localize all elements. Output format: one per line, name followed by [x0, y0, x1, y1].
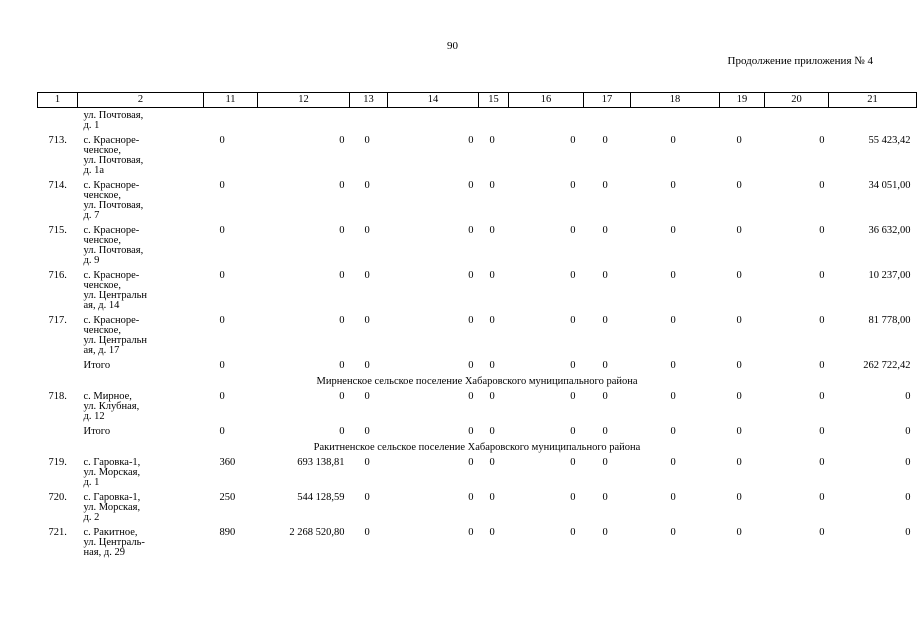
value-cell-col-19: 0 — [736, 492, 742, 503]
value-cell-col-16: 0 — [570, 426, 576, 437]
row-number: 720. — [48, 492, 67, 503]
value-cell-col-18: 0 — [670, 457, 676, 468]
page-number: 90 — [447, 40, 458, 52]
row-number: 716. — [48, 270, 67, 281]
address-cell — [78, 313, 204, 358]
value-cell-col-17 — [584, 108, 631, 134]
value-cell-col-19: 0 — [736, 391, 742, 402]
value-cell-col-17: 0 — [602, 492, 608, 503]
value-cell-col-18 — [631, 108, 720, 134]
value-cell-col-14: 0 — [468, 360, 474, 371]
address-line: ная, д. 29 — [83, 547, 125, 558]
value-cell-col-13: 0 — [364, 527, 370, 538]
value-cell-col-20 — [765, 108, 829, 134]
table-row — [38, 313, 917, 358]
value-cell-col-17: 0 — [602, 225, 608, 236]
value-cell-col-17: 0 — [602, 527, 608, 538]
column-header: 19 — [720, 93, 765, 108]
column-header: 16 — [509, 93, 584, 108]
value-cell-col-15: 0 — [489, 492, 495, 503]
row-number — [38, 424, 78, 439]
address-cell — [78, 490, 204, 525]
address-line: с. Красноре- — [83, 225, 140, 236]
value-cell-col-16: 0 — [570, 492, 576, 503]
value-cell-col-13: 0 — [364, 360, 370, 371]
address-line: ул. Почтовая, — [83, 155, 144, 166]
value-cell-col-17: 0 — [602, 135, 608, 146]
table-row — [38, 268, 917, 313]
value-cell-col-13: 0 — [364, 135, 370, 146]
address-line: д. 2 — [83, 512, 100, 523]
address-line: ул. Централь- — [83, 537, 145, 548]
value-cell-col-20: 0 — [819, 315, 825, 326]
value-cell-col-21: 0 — [905, 426, 911, 437]
value-cell-col-16: 0 — [570, 225, 576, 236]
table-row — [38, 490, 917, 525]
column-header-row — [38, 93, 917, 108]
address-line: с. Красноре- — [83, 315, 140, 326]
row-number: 714. — [48, 180, 67, 191]
value-cell-col-15: 0 — [489, 457, 495, 468]
value-cell-col-16: 0 — [570, 180, 576, 191]
address-cell — [78, 455, 204, 490]
value-cell-col-14: 0 — [468, 457, 474, 468]
value-cell-col-18: 0 — [670, 270, 676, 281]
value-cell-col-14: 0 — [468, 270, 474, 281]
value-cell-col-21 — [829, 108, 917, 134]
address-line: с. Красноре- — [83, 135, 140, 146]
value-cell-col-15: 0 — [489, 225, 495, 236]
value-cell-col-18: 0 — [670, 527, 676, 538]
column-header: 14 — [388, 93, 479, 108]
value-cell-col-13: 0 — [364, 457, 370, 468]
value-cell-col-18: 0 — [670, 360, 676, 371]
value-cell-col-17: 0 — [602, 315, 608, 326]
address-line: Итого — [83, 360, 111, 371]
address-line: д. 1 — [83, 120, 100, 131]
value-cell-col-19: 0 — [736, 426, 742, 437]
address-line: ул. Почтовая, — [83, 245, 144, 256]
value-cell-col-21: 0 — [905, 527, 911, 538]
value-cell-col-18: 0 — [670, 180, 676, 191]
value-cell-col-11: 250 — [219, 492, 236, 503]
address-cell — [78, 108, 204, 134]
address-line: ая, д. 14 — [83, 300, 120, 311]
value-cell-col-19: 0 — [736, 135, 742, 146]
column-header: 21 — [829, 93, 917, 108]
address-line: с. Ракитное, — [83, 527, 138, 538]
address-cell — [78, 268, 204, 313]
value-cell-col-18: 0 — [670, 135, 676, 146]
row-number — [38, 358, 78, 373]
value-cell-col-16 — [509, 108, 584, 134]
value-cell-col-16: 0 — [570, 270, 576, 281]
value-cell-col-14: 0 — [468, 492, 474, 503]
address-line: ул. Центральн — [83, 290, 148, 301]
value-cell-col-19: 0 — [736, 225, 742, 236]
value-cell-col-20: 0 — [819, 457, 825, 468]
value-cell-col-16: 0 — [570, 527, 576, 538]
value-cell-col-21: 0 — [905, 457, 911, 468]
row-number — [38, 108, 78, 134]
row-number: 713. — [48, 135, 67, 146]
value-cell-col-20: 0 — [819, 135, 825, 146]
row-number: 715. — [48, 225, 67, 236]
value-cell-col-17: 0 — [602, 360, 608, 371]
value-cell-col-13: 0 — [364, 315, 370, 326]
address-line: с. Гаровка-1, — [83, 492, 141, 503]
address-cell — [78, 389, 204, 424]
table-row — [38, 358, 917, 373]
value-cell-col-15: 0 — [489, 315, 495, 326]
value-cell-col-20: 0 — [819, 426, 825, 437]
value-cell-col-18: 0 — [670, 492, 676, 503]
value-cell-col-21: 81 778,00 — [868, 315, 911, 326]
value-cell-col-16: 0 — [570, 360, 576, 371]
value-cell-col-13 — [350, 108, 388, 134]
address-cell — [78, 424, 204, 439]
value-cell-col-11: 0 — [219, 391, 225, 402]
value-cell-col-21: 0 — [905, 492, 911, 503]
value-cell-col-14: 0 — [468, 180, 474, 191]
value-cell-col-14: 0 — [468, 135, 474, 146]
value-cell-col-21: 10 237,00 — [868, 270, 911, 281]
address-line: д. 7 — [83, 210, 100, 221]
value-cell-col-11: 360 — [219, 457, 236, 468]
column-header: 20 — [765, 93, 829, 108]
table-row — [38, 389, 917, 424]
value-cell-col-15: 0 — [489, 135, 495, 146]
value-cell-col-12: 0 — [339, 391, 345, 402]
table-row — [38, 455, 917, 490]
section-heading-row — [38, 373, 917, 389]
address-line: ченское, — [83, 325, 121, 336]
row-number: 719. — [48, 457, 67, 468]
value-cell-col-21: 262 722,42 — [863, 360, 911, 371]
address-cell — [78, 223, 204, 268]
value-cell-col-14: 0 — [468, 527, 474, 538]
address-cell — [78, 525, 204, 560]
value-cell-col-20: 0 — [819, 225, 825, 236]
address-line: с. Мирное, — [83, 391, 132, 402]
value-cell-col-12: 0 — [339, 315, 345, 326]
address-line: ул. Морская, — [83, 502, 141, 513]
value-cell-col-19 — [720, 108, 765, 134]
address-line: ул. Почтовая, — [83, 110, 144, 121]
value-cell-col-11: 0 — [219, 360, 225, 371]
value-cell-col-14: 0 — [468, 426, 474, 437]
value-cell-col-19: 0 — [736, 315, 742, 326]
value-cell-col-17: 0 — [602, 457, 608, 468]
value-cell-col-13: 0 — [364, 391, 370, 402]
column-header: 2 — [78, 93, 204, 108]
value-cell-col-15: 0 — [489, 391, 495, 402]
value-cell-col-19: 0 — [736, 180, 742, 191]
row-number: 717. — [48, 315, 67, 326]
value-cell-col-15: 0 — [489, 360, 495, 371]
value-cell-col-12: 0 — [339, 180, 345, 191]
value-cell-col-13: 0 — [364, 225, 370, 236]
value-cell-col-17: 0 — [602, 180, 608, 191]
table-row — [38, 108, 917, 134]
value-cell-col-12: 0 — [339, 426, 345, 437]
table-row — [38, 178, 917, 223]
value-cell-col-18: 0 — [670, 426, 676, 437]
value-cell-col-14: 0 — [468, 315, 474, 326]
table-row — [38, 133, 917, 178]
address-line: ченское, — [83, 235, 121, 246]
value-cell-col-13: 0 — [364, 270, 370, 281]
table-body — [38, 108, 917, 561]
value-cell-col-15: 0 — [489, 527, 495, 538]
value-cell-col-15: 0 — [489, 426, 495, 437]
value-cell-col-15: 0 — [489, 270, 495, 281]
value-cell-col-12: 0 — [339, 270, 345, 281]
value-cell-col-12: 0 — [339, 360, 345, 371]
column-header: 11 — [204, 93, 258, 108]
address-line: ченское, — [83, 190, 121, 201]
value-cell-col-16: 0 — [570, 315, 576, 326]
value-cell-col-11 — [204, 108, 258, 134]
section-heading: Мирненское сельское поселение Хабаровского муниципального района — [316, 376, 638, 387]
address-line: с. Красноре- — [83, 180, 140, 191]
column-header: 15 — [479, 93, 509, 108]
address-line: ченское, — [83, 280, 121, 291]
address-line: ул. Морская, — [83, 467, 141, 478]
value-cell-col-20: 0 — [819, 180, 825, 191]
value-cell-col-17: 0 — [602, 270, 608, 281]
value-cell-col-21: 0 — [905, 391, 911, 402]
value-cell-col-18: 0 — [670, 391, 676, 402]
value-cell-col-18: 0 — [670, 225, 676, 236]
value-cell-col-21: 34 051,00 — [868, 180, 911, 191]
value-cell-col-11: 0 — [219, 426, 225, 437]
address-line: ул. Почтовая, — [83, 200, 144, 211]
value-cell-col-11: 890 — [219, 527, 236, 538]
column-header: 12 — [258, 93, 350, 108]
address-line: с. Красноре- — [83, 270, 140, 281]
address-line: ченское, — [83, 145, 121, 156]
value-cell-col-14: 0 — [468, 391, 474, 402]
value-cell-col-19: 0 — [736, 527, 742, 538]
address-cell — [78, 178, 204, 223]
value-cell-col-19: 0 — [736, 360, 742, 371]
value-cell-col-21: 36 632,00 — [868, 225, 911, 236]
address-line: д. 1 — [83, 477, 100, 488]
value-cell-col-19: 0 — [736, 270, 742, 281]
value-cell-col-17: 0 — [602, 391, 608, 402]
value-cell-col-14: 0 — [468, 225, 474, 236]
column-header: 17 — [584, 93, 631, 108]
value-cell-col-11: 0 — [219, 270, 225, 281]
value-cell-col-12: 0 — [339, 135, 345, 146]
column-header: 18 — [631, 93, 720, 108]
row-number: 718. — [48, 391, 67, 402]
value-cell-col-12: 544 128,59 — [297, 492, 345, 503]
value-cell-col-19: 0 — [736, 457, 742, 468]
column-header: 13 — [350, 93, 388, 108]
value-cell-col-18: 0 — [670, 315, 676, 326]
value-cell-col-20: 0 — [819, 270, 825, 281]
address-line: ая, д. 17 — [83, 345, 120, 356]
value-cell-col-13: 0 — [364, 426, 370, 437]
value-cell-col-20: 0 — [819, 391, 825, 402]
value-cell-col-13: 0 — [364, 180, 370, 191]
value-cell-col-11: 0 — [219, 315, 225, 326]
address-cell — [78, 133, 204, 178]
value-cell-col-12: 0 — [339, 225, 345, 236]
continuation-label: Продолжение приложения № 4 — [727, 55, 873, 67]
table-row — [38, 223, 917, 268]
appendix-table — [37, 92, 917, 560]
value-cell-col-17: 0 — [602, 426, 608, 437]
address-line: д. 1а — [83, 165, 105, 176]
address-line: ул. Центральн — [83, 335, 148, 346]
column-header: 1 — [38, 93, 78, 108]
value-cell-col-15 — [479, 108, 509, 134]
value-cell-col-20: 0 — [819, 360, 825, 371]
section-heading-row — [38, 439, 917, 455]
value-cell-col-11: 0 — [219, 180, 225, 191]
value-cell-col-20: 0 — [819, 527, 825, 538]
value-cell-col-16: 0 — [570, 135, 576, 146]
value-cell-col-20: 0 — [819, 492, 825, 503]
value-cell-col-15: 0 — [489, 180, 495, 191]
value-cell-col-13: 0 — [364, 492, 370, 503]
address-cell — [78, 358, 204, 373]
value-cell-col-11: 0 — [219, 225, 225, 236]
section-heading: Ракитненское сельское поселение Хабаровского муниципального района — [313, 442, 641, 453]
row-number: 721. — [48, 527, 67, 538]
value-cell-col-21: 55 423,42 — [868, 135, 911, 146]
value-cell-col-16: 0 — [570, 457, 576, 468]
value-cell-col-14 — [388, 108, 479, 134]
address-line: ул. Клубная, — [83, 401, 140, 412]
value-cell-col-11: 0 — [219, 135, 225, 146]
table-row — [38, 525, 917, 560]
value-cell-col-16: 0 — [570, 391, 576, 402]
address-line: д. 9 — [83, 255, 100, 266]
value-cell-col-12: 2 268 520,80 — [289, 527, 345, 538]
address-line: д. 12 — [83, 411, 105, 422]
value-cell-col-12: 693 138,81 — [297, 457, 345, 468]
value-cell-col-12 — [258, 108, 350, 134]
address-line: Итого — [83, 426, 111, 437]
address-line: с. Гаровка-1, — [83, 457, 141, 468]
table-row — [38, 424, 917, 439]
